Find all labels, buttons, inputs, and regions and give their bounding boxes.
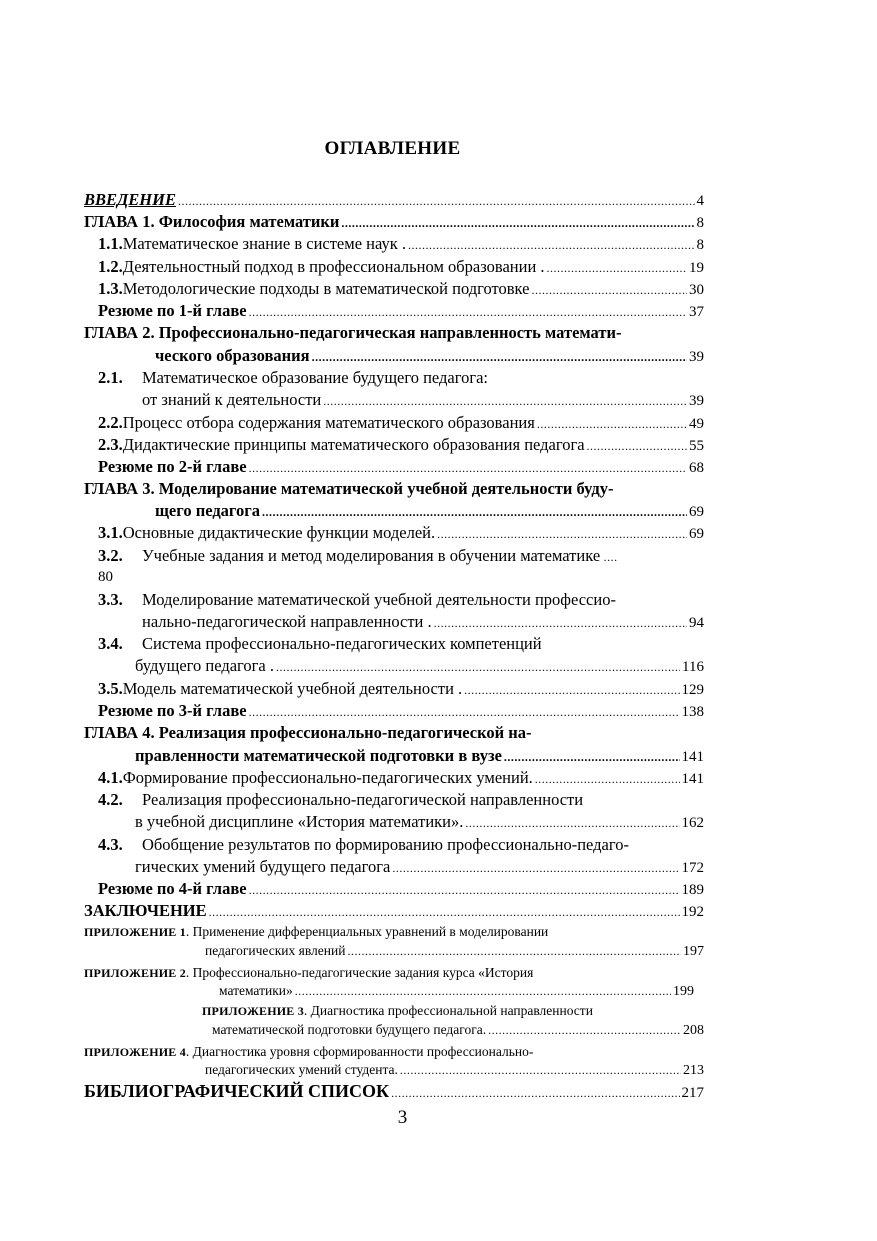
entry-label: Формирование профессионально-педагогических умений. bbox=[122, 768, 533, 787]
entry-page: 138 bbox=[681, 704, 704, 720]
entry-page: 55 bbox=[689, 438, 704, 454]
entry-page: 189 bbox=[681, 882, 704, 898]
entry-label: в учебной дисциплине «История математики». bbox=[135, 812, 464, 831]
section-number: 3.4. bbox=[98, 634, 123, 653]
dot-leader bbox=[532, 278, 688, 301]
dot-leader bbox=[262, 500, 687, 523]
entry-label: Основные дидактические функции моделей. bbox=[122, 523, 436, 542]
toc-entry-intro[interactable] bbox=[84, 189, 704, 212]
dot-leader bbox=[276, 655, 680, 678]
entry-page: 8 bbox=[696, 215, 704, 231]
toc-entry-s23[interactable] bbox=[98, 434, 704, 457]
toc-entry-s22[interactable] bbox=[98, 412, 704, 435]
dot-leader bbox=[209, 900, 680, 923]
entry-page: 4 bbox=[696, 193, 704, 209]
entry-label: Математическое знание в системе наук . bbox=[122, 234, 406, 253]
entry-label: педагогических умений студента. bbox=[205, 1062, 398, 1077]
toc-entry-app1[interactable] bbox=[205, 940, 704, 963]
page-title: ОГЛАВЛЕНИЕ bbox=[324, 138, 461, 159]
entry-label: Модель математической учебной деятельности . bbox=[122, 679, 463, 698]
dot-leader bbox=[341, 211, 694, 234]
section-number: 2.1. bbox=[98, 368, 123, 387]
toc-entry-r2[interactable] bbox=[98, 456, 704, 479]
entry-page: 141 bbox=[681, 749, 704, 765]
entry-label: будущего педагога . bbox=[135, 656, 274, 675]
section-number: 3.3. bbox=[98, 590, 123, 609]
toc-entry-s43-line1: 4.3. Обобщение результатов по формированию профессионально-педаго- bbox=[98, 835, 629, 854]
entry-page: 141 bbox=[681, 771, 704, 787]
toc-entry-s34-line1: 3.4. Система профессионально-педагогических компетенций bbox=[98, 634, 542, 653]
dot-leader bbox=[488, 1019, 681, 1041]
toc-entry-s34[interactable] bbox=[135, 655, 704, 678]
section-number: 3.5. bbox=[98, 679, 123, 698]
dot-leader bbox=[547, 256, 687, 279]
dot-leader bbox=[392, 856, 679, 879]
dot-leader bbox=[249, 300, 687, 323]
toc-entry-app4[interactable] bbox=[205, 1059, 704, 1082]
entry-page: 37 bbox=[689, 304, 704, 320]
toc-entry-s33[interactable] bbox=[142, 611, 704, 634]
entry-page: 213 bbox=[683, 1063, 704, 1078]
toc-entry-ch2-line1: ГЛАВА 2. Профессионально-педагогическая направленность математи- bbox=[84, 323, 622, 342]
toc-entry-s35[interactable] bbox=[98, 678, 704, 701]
dot-leader bbox=[347, 940, 681, 962]
entry-page: 39 bbox=[689, 393, 704, 409]
toc-entry-s33-line1: 3.3. Моделирование математической учебной деятельности профессио- bbox=[98, 590, 616, 609]
entry-label: Резюме по 3-й главе bbox=[98, 701, 247, 720]
dot-leader bbox=[434, 611, 687, 634]
toc-entry-app4-line1: ПРИЛОЖЕНИЕ 4. Диагностика уровня сформированности профессионально- bbox=[84, 1044, 534, 1059]
entry-label: ГЛАВА 1. Философия математики bbox=[84, 212, 340, 231]
toc-entry-s11[interactable] bbox=[98, 233, 704, 256]
entry-page: 94 bbox=[689, 615, 704, 631]
toc-entry-s42[interactable] bbox=[135, 811, 704, 834]
entry-page: 208 bbox=[683, 1023, 704, 1038]
dot-leader bbox=[249, 700, 680, 723]
dot-leader bbox=[535, 767, 680, 790]
toc-entry-app3-line1: ПРИЛОЖЕНИЕ 3. Диагностика профессиональной направленности bbox=[202, 1003, 593, 1018]
entry-page: 68 bbox=[689, 460, 704, 476]
toc-entry-s13[interactable] bbox=[98, 278, 704, 301]
toc-entry-s42-line1: 4.2. Реализация профессионально-педагогической направленности bbox=[98, 790, 584, 809]
entry-page: 162 bbox=[681, 815, 704, 831]
entry-label: нально-педагогической направленности . bbox=[142, 612, 432, 631]
entry-label: ВВЕДЕНИЕ bbox=[84, 190, 176, 209]
entry-label: математической подготовки будущего педагога. bbox=[212, 1022, 487, 1037]
toc-entry-r4[interactable] bbox=[98, 878, 704, 901]
page-number: 3 bbox=[397, 1107, 408, 1128]
dot-leader bbox=[408, 233, 695, 256]
entry-label: Резюме по 2-й главе bbox=[98, 457, 247, 476]
entry-page: 217 bbox=[681, 1085, 704, 1101]
entry-page: 30 bbox=[689, 282, 704, 298]
section-number: 2.2. bbox=[98, 413, 123, 432]
dot-leader bbox=[391, 1081, 679, 1104]
toc-entry-ch3[interactable] bbox=[155, 500, 704, 523]
dot-leader bbox=[504, 745, 680, 768]
section-number: 1.2. bbox=[98, 257, 123, 276]
toc-entry-ch4-line1: ГЛАВА 4. Реализация профессионально-педагогической на- bbox=[84, 723, 532, 742]
entry-page: 116 bbox=[682, 659, 704, 675]
toc-entry-app1-line1: ПРИЛОЖЕНИЕ 1. Применение дифференциальных уравнений в моделировании bbox=[84, 924, 549, 939]
toc-entry-s43[interactable] bbox=[135, 856, 704, 879]
dot-leader bbox=[464, 678, 679, 701]
entry-page: 69 bbox=[689, 526, 704, 542]
section-number: 1.3. bbox=[98, 279, 123, 298]
toc-entry-app3[interactable] bbox=[212, 1019, 704, 1042]
dot-leader bbox=[537, 412, 687, 435]
dot-leader bbox=[249, 456, 687, 479]
toc-entry-ch3-line1: ГЛАВА 3. Моделирование математической учебной деятельности буду- bbox=[84, 479, 614, 498]
entry-label: Учебные задания и метод моделирования в обучении математике bbox=[142, 546, 601, 565]
entry-label: математики» bbox=[219, 983, 293, 998]
entry-label: щего педагога bbox=[155, 501, 260, 520]
toc-entry-ch4[interactable] bbox=[135, 745, 704, 768]
entry-page: 69 bbox=[689, 504, 704, 520]
entry-label: БИБЛИОГРАФИЧЕСКИЙ СПИСОК bbox=[84, 1081, 390, 1101]
dot-leader bbox=[249, 878, 680, 901]
toc-entry-s12[interactable] bbox=[98, 256, 704, 279]
toc-entry-s31[interactable] bbox=[98, 522, 704, 545]
entry-label: от знаний к деятельности bbox=[142, 390, 322, 409]
dot-leader bbox=[437, 522, 687, 545]
section-number: 3.1. bbox=[98, 523, 123, 542]
toc-entry-app2-line1: ПРИЛОЖЕНИЕ 2. Профессионально-педагогические задания курса «История bbox=[84, 965, 534, 980]
dot-leader bbox=[295, 980, 671, 1002]
entry-label: Резюме по 1-й главе bbox=[98, 301, 247, 320]
entry-label: гических умений будущего педагога bbox=[135, 857, 391, 876]
entry-page: 8 bbox=[696, 237, 704, 253]
entry-page: 19 bbox=[689, 260, 704, 276]
toc-entry-bibliography[interactable] bbox=[84, 1080, 704, 1104]
entry-label: ческого образования bbox=[155, 346, 310, 365]
entry-label: Процесс отбора содержания математического образования bbox=[122, 413, 535, 432]
entry-page: 197 bbox=[683, 944, 704, 959]
dot-leader bbox=[400, 1059, 681, 1081]
toc-entry-s32[interactable]: 3.2. Учебные задания и метод моделирования в обучении математике .... bbox=[98, 546, 618, 565]
entry-label: Методологические подходы в математической подготовке bbox=[122, 279, 530, 298]
toc-entry-conclusion[interactable] bbox=[84, 900, 704, 923]
entry-label: педагогических явлений bbox=[205, 943, 346, 958]
entry-page: 172 bbox=[681, 860, 704, 876]
section-number: 4.1. bbox=[98, 768, 123, 787]
toc-entry-ch2[interactable] bbox=[155, 345, 704, 368]
dot-leader bbox=[587, 434, 687, 457]
entry-page: 129 bbox=[681, 682, 704, 698]
entry-page: 39 bbox=[689, 349, 704, 365]
entry-page: 199 bbox=[673, 984, 694, 999]
dot-leader bbox=[312, 345, 687, 368]
entry-page: 80 bbox=[98, 569, 113, 585]
entry-label: Резюме по 4-й главе bbox=[98, 879, 247, 898]
entry-label: правленности математической подготовки в вузе bbox=[135, 746, 502, 765]
dot-leader bbox=[178, 189, 695, 212]
toc-entry-r1[interactable] bbox=[98, 300, 704, 323]
entry-page: 49 bbox=[689, 416, 704, 432]
section-number: 4.3. bbox=[98, 835, 123, 854]
entry-page: 192 bbox=[681, 904, 704, 920]
dot-leader bbox=[465, 811, 679, 834]
toc-entry-s41[interactable] bbox=[98, 767, 704, 790]
section-number: 1.1. bbox=[98, 234, 123, 253]
entry-label: ЗАКЛЮЧЕНИЕ bbox=[84, 901, 207, 920]
toc-entry-r3[interactable] bbox=[98, 700, 704, 723]
entry-label: Деятельностный подход в профессиональном образовании . bbox=[122, 257, 545, 276]
toc-entry-s21-line1: 2.1. Математическое образование будущего педагога: bbox=[98, 368, 489, 387]
entry-label: Дидактические принципы математического образования педагога bbox=[122, 435, 585, 454]
section-number: 4.2. bbox=[98, 790, 123, 809]
toc-entry-s21[interactable] bbox=[142, 389, 704, 412]
toc-entry-ch1[interactable] bbox=[84, 211, 704, 234]
section-number: 2.3. bbox=[98, 435, 123, 454]
dot-leader bbox=[323, 389, 687, 412]
section-number: 3.2. bbox=[98, 546, 123, 565]
